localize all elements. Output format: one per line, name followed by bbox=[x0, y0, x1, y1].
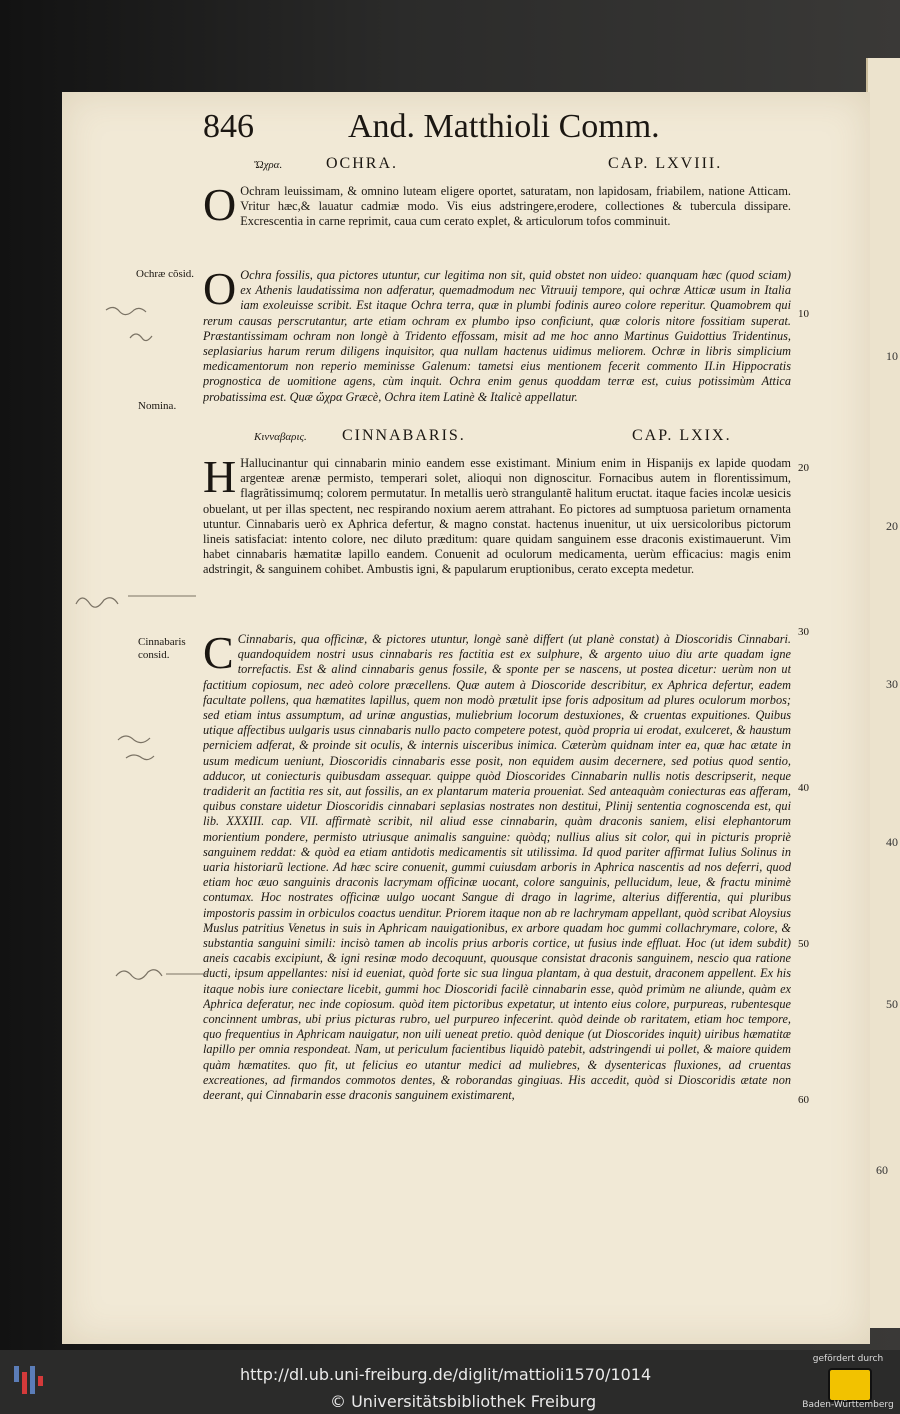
section-title: CINNABARIS. bbox=[342, 427, 466, 444]
coat-of-arms-icon bbox=[828, 1368, 872, 1402]
dioscorides-text-body: Hallucinantur qui cinnabarin minio eandem esse existimant. Minium enim in Hispanijs ex lapide quodam argenteæ arenæ permisto, temperari solet, alioqui non dignoscitur. Fornacibus autem in florentissimum, flagrãtissimumq; colorem permutatur. In metallis uerò strangulantẽ halitum eructat. itaque facies incolæ uesicis obuelant, ut per illas spectent, nec respirando noxium aerem attrahant. Eo pictores ad sumptuosa parietum ornamenta utuntur. Cinnabaris uerò ex Aphrica defertur, & magno constat. hactenus inuenitur, ut uix uersicoloribus pictorum lineis satisfaciat: intento colore, nec diluto præditum: quare quidam sanguinem esse draconis existimauerunt. Vim habet cinnabaris hæmatitæ lapillo eandem. Conuenit ad oculorum medicamenta, uerùm efficacius: magis enim adstringit, & sanguinem cohibet. Ambustis igni, & papularum eruptionibus, cerato excepta medetur. bbox=[203, 456, 791, 577]
running-title: And. Matthioli Comm. bbox=[348, 108, 660, 145]
line-number: 30 bbox=[798, 626, 809, 638]
sponsor-logo bbox=[800, 1354, 896, 1412]
margin-note: Ochræ cõsid. bbox=[136, 268, 195, 280]
line-number: 20 bbox=[798, 462, 809, 474]
margin-note: Nomina. bbox=[138, 400, 177, 412]
drop-cap: O bbox=[203, 268, 237, 314]
commentary-text bbox=[203, 632, 791, 1158]
drop-cap: H bbox=[203, 456, 237, 502]
dioscorides-text bbox=[203, 456, 791, 616]
dioscorides-text-body: Ochram leuissimam, & omnino luteam eligere oportet, saturatam, non lapidosam, friabilem, natione Atticam. Vritur hæc,& lauatur cadmiæ modo. Vis eius adstringere,erodere, collectiones & tubercula dissipare. Excrescentia in carne reprimit, caua cum cerato explet, & articulorum tofos comminuit. bbox=[240, 184, 791, 229]
right-page-line-number: 40 bbox=[886, 835, 898, 849]
handwritten-annotation bbox=[100, 298, 160, 368]
right-page-line-number: 50 bbox=[886, 997, 898, 1011]
drop-cap: O bbox=[203, 184, 237, 230]
line-number: 40 bbox=[798, 782, 809, 794]
line-number: 50 bbox=[798, 938, 809, 950]
sponsor-bottom-text: Baden-Württemberg bbox=[802, 1400, 894, 1410]
line-number: 10 bbox=[798, 308, 809, 320]
handwritten-annotation bbox=[110, 960, 210, 990]
commentary-text-body: Ochra fossilis, qua pictores utuntur, cur legitima non sit, quid obstet non uideo: quanquam hæc (quod sciam) ex Athenis laudatissima non adferatur, quemadmodum nec Vitruuij tempore, qui ochræ Atticæ usum in Italia iam exoleuisse scribit. Est itaque Ochra terra, quæ in plumbi fodinis aureo colore reperitur. Quamobrem qui rerum causas perscrutantur, arte etiam ochram ex plumbo ipso conficiunt, quæ coloris nitore fossitiam superat. Præstantissimam ochram non longè à Tridento effossam, misit ad me hoc anno Martinus Guidottius Tridentinus, seplasiarius harum rerum diligens inquisitor, qua nullam hactenus uidimus meliorem. Ochræ in libris simplicium medicamentorum non reperio meminisse Galenum: tametsi eius mentionem fecerit commento II.in Hippocratis prognostica de uomitione agens, cùm inquit. Ochra enim genus quoddam terræ est, cuius potissimùm Attica probatissima est. Quæ ὤχρα Græcè, Ochra item Latinè & Italicè appellatur. bbox=[203, 268, 791, 404]
commentary-text-body: Cinnabaris, qua officinæ, & pictores utuntur, longè sanè differt (ut planè constat) à Dioscoridis Cinnabari. quandoquidem nostri usus cinnabaris res factitia est ex sulphure, & argento uiuo diu arte quadam igne torrefactis. Est & alind cinnabaris genus fossile, & sponte per se nascens, ut postea dicetur: uerùm non ut factitium copiosum, nec adeò colore præcellens. Quæ autem à Dioscoride describitur, ex Aphrica defertur, eadem facultate pollens, qua hæmatites lapillus, quem non modò prætulit ipse foris adpositum ad plures oculorum morbos; sed etiam intus assumptum, ad urinæ angustias, muliebrium locorum destuxiones, & cruentas expuitiones. Quibus utique affectibus uulgaris usus cinnabaris nullo pacto competere potest, quòd propria ui erodat, exulceret, & haustum perniciem adferat, & proinde sit oculis, & internis uisceribus inimica. Cæterùm quidnam inter ea, quæ hac ætate in usum medicum ueniunt, Dioscoridis cinnabaris esse posit, non equidem ausim decernere, sed potius quod sentio, adducor, ut coniecturis quibusdam assequar. quippe quòd Dioscorides Cinnabarin nullis notis descripserit, neque tradiderit an factitia res sit, aut fossilis, an ex plantarum materia proueniat. Sed anteaquàm coniecturas eas afferam, quibus constare uidetur Dioscoridis cinnabari seplasias nostrates non destitui, Plinij sententia cognoscenda est, qui lib. XXXIII. cap. VII. affirmatè scribit, nil aliud esse cinnabarin, quàm draconis saniem, elisi elephantorum morientium pondere, permisto utriusque animalis sanguine: quòdq; nullius alius sit color, qui in picturis propriè sanguinem reddat: & quòd ea etiam antidotis medicamentis sit utilissima. Id quod pariter affirmat Iulius Solinus in uaria historiarũ lectione. Ad hæc scire conuenit, gummi cuiusdam arboris in Aphrica nascentis ad nos deferri, quod etiam hoc æuo sanguinis draconis lacrymam officinæ uocant, colore sanguinis, pellucidum, leue, & fractu minimè contumax. Hoc nostrates officinæ uulgo uocant Sangue di drago in lagrime, alterius differentia, qui pluribus impostoris passim in orbiculos coactus uenditur. Priorem itaque non ab re lachrymam appellant, quòd scribat Aloysius Muslus patritius Venetus in suis in Aphricam nauigationibus, ex arbore quadam hoc gummi collachrymare, colore, & substantia sanguini simili: incisò tamen ab incolis prius arboris cortice, ut fusius inde effluat. Hoc (ut idem subdit) aneis cacabis excipiunt, & igni resinæ modo decoquunt, quousque consistat draconis sanguinem, nescio qua ratione ducti, ipsum appellantes: nisi id eueniat, quòd forte sic sua lingua plantam, à qua destuit, draconem appellent. Ex his itaque nobis iure coniectare licebit, gummi hoc Dioscoridi facilè cinnabarin esse, quòd primùm ne aliunde, quàm ex Aphrica deferatur, nec inde copiosum. quòd item pictoribus expetatur, ut intento eius colore, purpureas, rubentesque concinnent umbras, ubi prius picturas rubro, uel purpureo infecerint. quòd deinde ob raritatem, etiam hoc tempore, quo frequentius in Aphricam nauigatur, non uili ueneat pretio. quòd denique (ut Dioscorides inquit) uiribus hæmatitæ lapillo per omnia respondeat. Nam, ut periculum facientibus liquidò patebit, adstringendi ui pollet, & maiore quidem quàm hæmatites. quo fit, ut felicius eo utantur medici ad muliebres, & dysentericas fluxiones, ad cruentas excreationes, ad firmandos commotos dentes, & roborandas gingiuas. His accedit, quòd si Dioscoridis ætate non deerant, qui Cinnabarin esse draconis sanguinem existimarent, bbox=[203, 632, 791, 1103]
sponsor-top-text: gefördert durch bbox=[812, 1354, 884, 1364]
chapter-label: CAP. LXVIII. bbox=[608, 155, 723, 172]
section-greek-name: Ὤχρα. bbox=[254, 159, 283, 171]
line-number: 60 bbox=[798, 1094, 809, 1106]
dioscorides-text bbox=[203, 184, 791, 256]
right-page-line-number: 30 bbox=[886, 677, 898, 691]
section-greek-name: Κινναβαρις. bbox=[254, 431, 307, 443]
handwritten-annotation bbox=[112, 728, 182, 768]
page-number: 846 bbox=[203, 108, 254, 145]
commentary-text bbox=[203, 268, 791, 418]
adjacent-page-edge bbox=[866, 58, 900, 1328]
copyright-text: © Universitätsbibliothek Freiburg bbox=[330, 1392, 597, 1411]
chapter-label: CAP. LXIX. bbox=[632, 427, 732, 444]
right-page-line-number: 60 bbox=[876, 1163, 888, 1177]
drop-cap: C bbox=[203, 632, 234, 678]
margin-note: Cinnabaris consid. bbox=[138, 636, 186, 661]
section-title: OCHRA. bbox=[326, 155, 399, 172]
document-url-link[interactable]: http://dl.ub.uni-freiburg.de/diglit/mattioli1570/1014 bbox=[240, 1365, 652, 1384]
right-page-line-number: 20 bbox=[886, 519, 898, 533]
right-page-line-number: 10 bbox=[886, 349, 898, 363]
handwritten-annotation bbox=[68, 584, 198, 614]
library-logo-icon bbox=[12, 1362, 48, 1398]
